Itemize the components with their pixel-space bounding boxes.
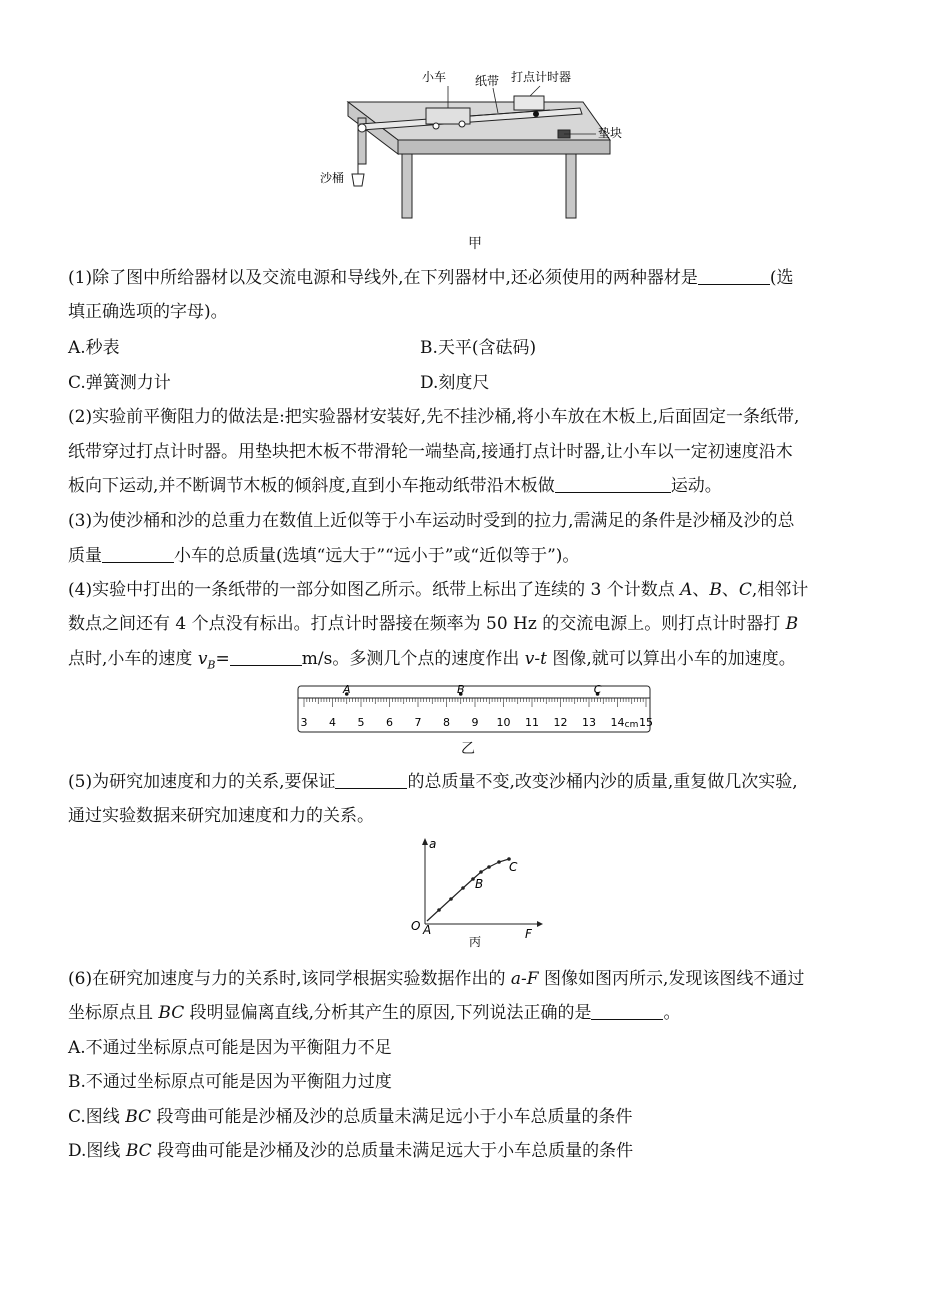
q6-option-d	[68, 1134, 880, 1168]
q6-line2	[68, 996, 880, 1030]
q5-line1	[68, 765, 880, 799]
q6-line2-end: 。	[663, 1003, 681, 1023]
q6-line2-text: 坐标原点且	[68, 1003, 159, 1023]
axis-f-label: F	[525, 927, 532, 941]
q3-line1: (3)为使沙桶和沙的总重力在数值上近似等于小车运动时受到的拉力,需满足的条件是沙桶及沙的总	[68, 511, 795, 531]
q1-line1	[68, 261, 880, 295]
q6-option-c-text: C.图线	[68, 1107, 126, 1127]
q6-line1-end: 图像如图丙所示,发现该图线不通过	[538, 969, 805, 989]
figure-jia-caption: 甲	[468, 236, 482, 252]
q6-option-d-text: D.图线	[68, 1141, 126, 1161]
q1-option-a: A.秒表	[68, 338, 120, 358]
q4-sep1: 、	[692, 580, 710, 600]
q4-line3-end: 图像,就可以算出小车的加速度。	[546, 649, 796, 669]
ruler-figure	[296, 684, 654, 736]
axis-a-label: a	[429, 837, 437, 851]
af-graph-figure	[405, 836, 545, 948]
bc-symbol-d: BC	[125, 1141, 152, 1161]
apparatus-figure	[318, 66, 628, 226]
graph-point-a: A	[423, 923, 432, 937]
q2-line2: 纸带穿过打点计时器。用垫块把木板不带滑轮一端垫高,接通打点计时器,让小车以一定初速度沿木	[68, 442, 793, 462]
q6-line1-text: (6)在研究加速度与力的关系时,该同学根据实验数据作出的	[68, 969, 511, 989]
q4-point-b: B	[785, 614, 799, 634]
q6-option-c	[68, 1100, 880, 1134]
point-a-ref: A	[680, 580, 693, 600]
ruler-tick-label: 14	[610, 716, 625, 729]
ruler-tick-label: 5	[357, 716, 365, 729]
q2-line3-end: 运动。	[670, 476, 722, 496]
q4-equals: =	[215, 649, 230, 669]
tape-point-label: C	[593, 684, 602, 696]
q6-option-a: A.不通过坐标原点可能是因为平衡阻力不足	[68, 1038, 392, 1058]
tape-label: 纸带	[475, 74, 500, 88]
q5-line1-end: 的总质量不变,改变沙桶内沙的质量,重复做几次实验,	[407, 772, 798, 792]
q6-option-b: B.不通过坐标原点可能是因为平衡阻力过度	[68, 1072, 392, 1092]
q4-line3-unit: m/s。多测几个点的速度作出	[301, 649, 525, 669]
q2-line3	[68, 469, 880, 503]
q1-blank[interactable]	[698, 266, 770, 285]
ruler-tick-label: 7	[414, 716, 422, 729]
q6-line2-mid: 段明显偏离直线,分析其产生的原因,下列说法正确的是	[184, 1003, 592, 1023]
q3-line2	[68, 539, 880, 573]
graph-point-b: B	[475, 877, 484, 891]
ruler-tick-label: 8	[443, 716, 450, 729]
point-b-ref: B	[709, 580, 722, 600]
bc-symbol: BC	[158, 1003, 185, 1023]
figure-yi-caption: 乙	[461, 741, 475, 757]
ruler-tick-label: 9	[471, 716, 479, 729]
q3-line2-text: 质量	[68, 546, 102, 566]
car-label: 小车	[422, 70, 447, 84]
q4-sep2: 、	[721, 580, 739, 600]
graph-point-c: C	[509, 860, 518, 874]
q6-option-d-end: 段弯曲可能是沙桶及沙的总质量未满足远大于小车总质量的条件	[151, 1141, 634, 1161]
origin-label: O	[411, 919, 421, 933]
block-label: 垫块	[598, 126, 623, 140]
q1-text-b: (选	[769, 268, 794, 288]
q4-line3	[68, 642, 880, 682]
q2-blank[interactable]	[555, 474, 671, 493]
ruler-tick-label: 13	[582, 716, 596, 729]
ruler-tick-label: 10	[496, 716, 511, 729]
q4-line1	[68, 573, 880, 607]
q6-line1	[68, 962, 880, 996]
bc-symbol-c: BC	[125, 1107, 152, 1127]
q3-blank[interactable]	[102, 544, 174, 563]
q4-line1-text: (4)实验中打出的一条纸带的一部分如图乙所示。纸带上标出了连续的 3 个计数点	[68, 580, 681, 600]
q1-option-d: D.刻度尺	[420, 373, 490, 393]
tape-point-label: A	[342, 684, 351, 696]
velocity-subscript: B	[207, 658, 216, 672]
q4-line1-end: ,相邻计	[751, 580, 809, 600]
velocity-symbol: v	[197, 649, 208, 669]
q5-line1-text: (5)为研究加速度和力的关系,要保证	[68, 772, 336, 792]
q1-line2: 填正确选项的字母)。	[68, 302, 228, 322]
q4-blank[interactable]	[230, 647, 302, 666]
q4-line2-text: 数点之间还有 4 个点没有标出。打点计时器接在频率为 50 Hz 的交流电源上。则打点计时器打	[68, 614, 786, 634]
ruler-tick-label: 11	[525, 716, 539, 729]
q2-line3-text: 板向下运动,并不断调节木板的倾斜度,直到小车拖动纸带沿木板做	[68, 476, 555, 496]
q5-line2: 通过实验数据来研究加速度和力的关系。	[68, 806, 374, 826]
q4-line3-text: 点时,小车的速度	[68, 649, 198, 669]
ruler-unit-label: cm	[624, 720, 639, 730]
ruler-tick-label: 15	[639, 716, 653, 729]
q1-text: (1)除了图中所给器材以及交流电源和导线外,在下列器材中,还必须使用的两种器材是	[68, 268, 698, 288]
bucket-label: 沙桶	[320, 171, 345, 185]
q5-blank[interactable]	[335, 770, 407, 789]
af-symbol: a-F	[510, 969, 539, 989]
q1-option-c: C.弹簧测力计	[68, 373, 171, 393]
q1-option-b: B.天平(含砝码)	[420, 338, 537, 358]
q6-blank[interactable]	[591, 1001, 663, 1020]
ruler-tick-label: 3	[300, 716, 308, 729]
point-c-ref: C	[738, 580, 752, 600]
vt-symbol: v-t	[524, 649, 547, 669]
ruler-tick-label: 6	[386, 716, 393, 729]
ruler-tick-label: 12	[553, 716, 568, 729]
ruler-tick-label: 4	[329, 716, 336, 729]
q4-line2	[68, 607, 880, 641]
q6-option-c-end: 段弯曲可能是沙桶及沙的总质量未满足远小于小车总质量的条件	[151, 1107, 633, 1127]
timer-label: 打点计时器	[511, 70, 572, 84]
figure-bing-caption: 丙	[469, 935, 482, 948]
tape-point-label: B	[456, 684, 465, 696]
q2-line1: (2)实验前平衡阻力的做法是:把实验器材安装好,先不挂沙桶,将小车放在木板上,后面固定一条纸带,	[68, 407, 800, 427]
q3-line2-end: 小车的总质量(选填“远大于”“远小于”或“近似等于”)。	[174, 546, 580, 566]
